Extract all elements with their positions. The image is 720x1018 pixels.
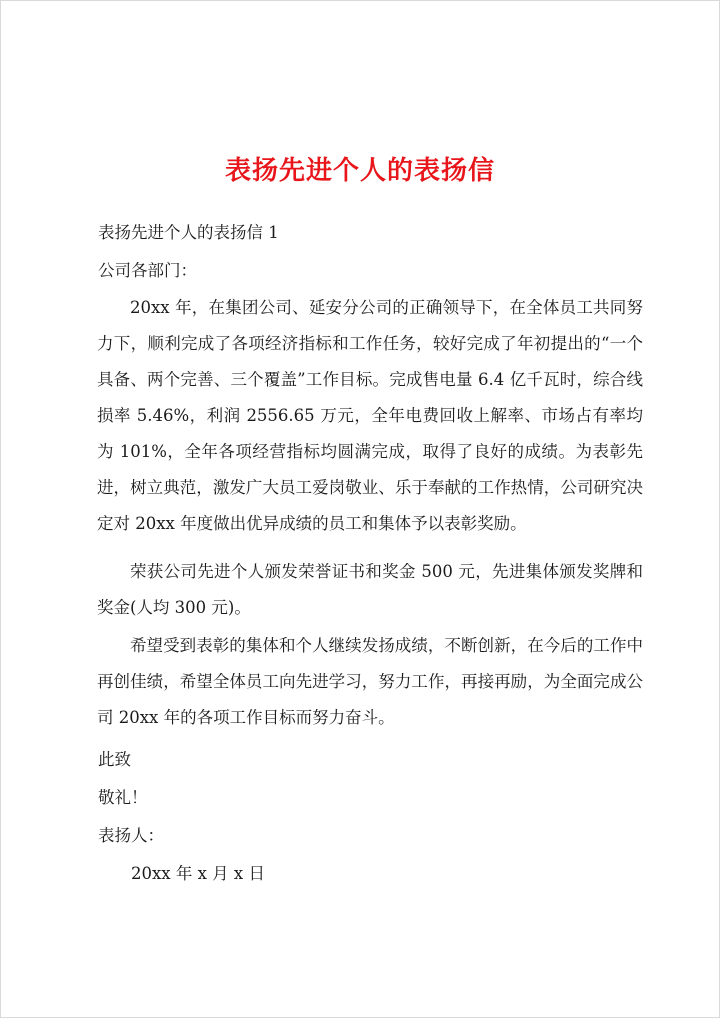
salutation: 公司各部门： <box>98 261 197 280</box>
body-paragraph-3: 希望受到表彰的集体和个人继续发扬成绩，不断创新，在今后的工作中再创佳绩，希望全体员工向先进学习，努力工作，再接再励，为全面完成公司 20xx 年的各项工作目标而努力奋斗。 <box>97 636 643 727</box>
signature-label: 表扬人： <box>98 826 164 845</box>
document-subtitle: 表扬先进个人的表扬信 1 <box>98 223 279 242</box>
closing-regards: 此致 <box>98 750 131 769</box>
body-paragraph-2: 荣获公司先进个人颁发荣誉证书和奖金 500 元，先进集体颁发奖牌和奖金(人均 300 元)。 <box>97 562 643 617</box>
letter-date: 20xx 年 x 月 x 日 <box>131 864 265 883</box>
body-paragraph-1: 20xx 年，在集团公司、延安分公司的正确领导下，在全体员工共同努力下，顺利完成了各项经济指标和工作任务，较好完成了年初提出的“一个具备、两个完善、三个覆盖”工作目标。完成售电量 6.4 亿千瓦时，综合线损率 5.46%，利润 2556.65 万元，全年电费回收上解率、市场占有率均为 101%，全年各项经营指标均圆满完成，取得了良好的成绩。为表彰先进，树立典范，激发广大员工爱岗敬业、乐于奉献的工作热情，公司研究决定对 20xx 年度做出优异成绩的员工和集体予以表彰奖励。 <box>97 298 643 533</box>
closing-salute: 敬礼！ <box>98 788 148 807</box>
document-title: 表扬先进个人的表扬信 <box>224 156 495 186</box>
